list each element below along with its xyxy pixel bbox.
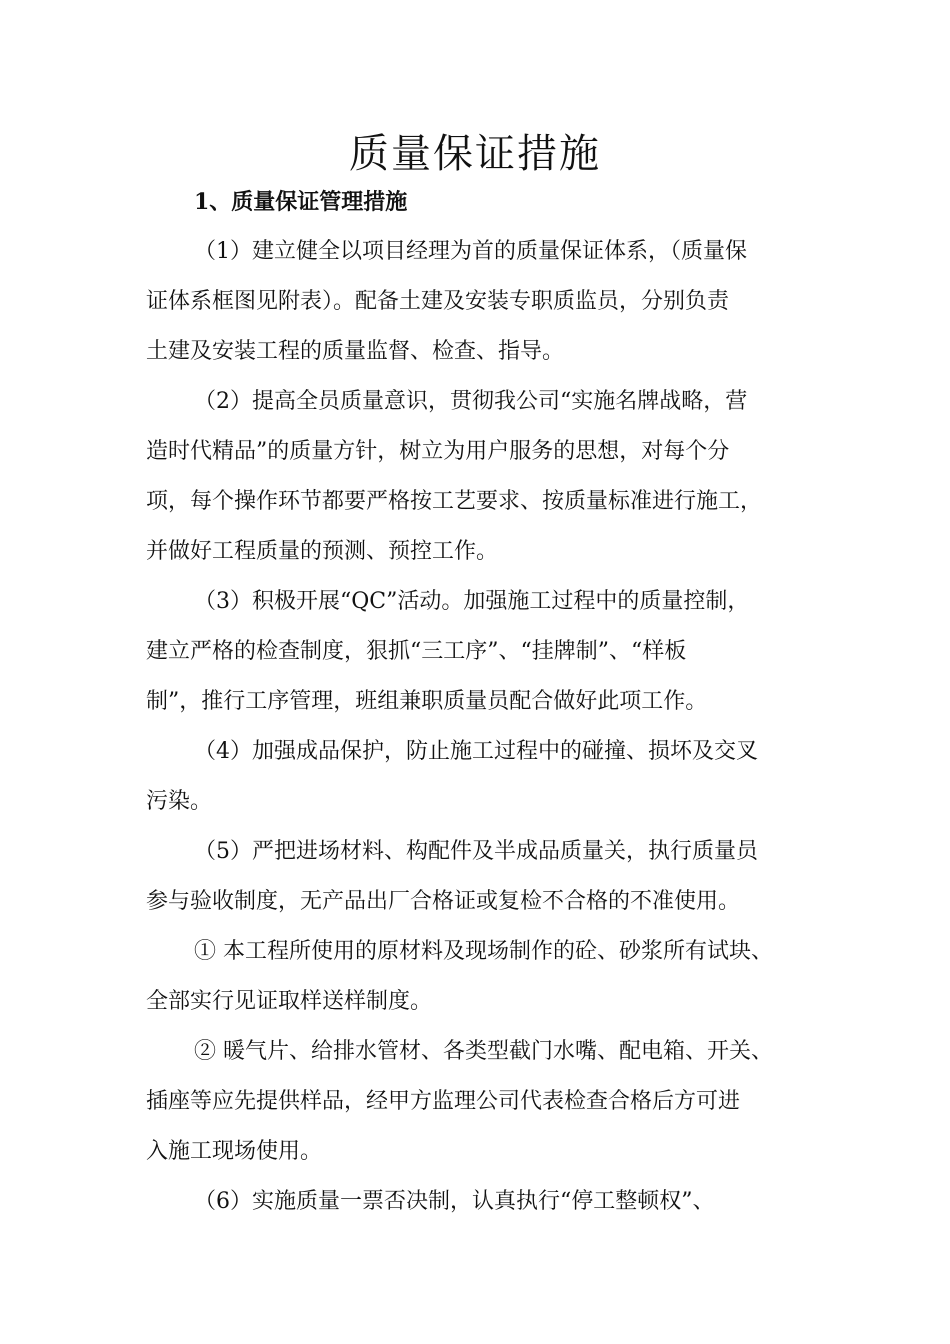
paragraph-line: 插座等应先提供样品，经甲方监理公司代表检查合格后方可进	[146, 1089, 741, 1114]
paragraph-line: 入施工现场使用。	[146, 1139, 323, 1164]
paragraph-line: 参与验收制度，无产品出厂合格证或复检不合格的不准使用。	[146, 889, 741, 914]
paragraph-line: （6）实施质量一票否决制，认真执行“停工整顿权”、	[194, 1189, 715, 1214]
paragraph-line: ① 本工程所使用的原材料及现场制作的砼、砂浆所有试块、	[194, 939, 773, 964]
paragraph-line: （1）建立健全以项目经理为首的质量保证体系，（质量保	[194, 239, 747, 264]
paragraph-line: ② 暖气片、给排水管材、各类型截门水嘴、配电箱、开关、	[194, 1039, 773, 1064]
paragraph-line: 全部实行见证取样送样制度。	[146, 989, 433, 1014]
paragraph-line: （3）积极开展“QC”活动。加强施工过程中的质量控制，	[194, 589, 750, 614]
paragraph-line: （2）提高全员质量意识，贯彻我公司“实施名牌战略，营	[194, 389, 748, 414]
paragraph-line: 证体系框图见附表）。配备土建及安装专职质监员，分别负责	[146, 289, 730, 314]
page-title: 质量保证措施	[349, 131, 601, 177]
section-heading: 1、质量保证管理措施	[194, 189, 408, 215]
paragraph-line: 制”，推行工序管理，班组兼职质量员配合做好此项工作。	[146, 689, 708, 714]
paragraph-line: 污染。	[146, 789, 213, 814]
paragraph-line: 建立严格的检查制度，狠抓“三工序”、“挂牌制”、“样板	[146, 639, 687, 664]
paragraph-line: 造时代精品”的质量方针，树立为用户服务的思想，对每个分	[146, 439, 730, 464]
paragraph-line: （5）严把进场材料、构配件及半成品质量关，执行质量员	[194, 839, 758, 864]
paragraph-line: 土建及安装工程的质量监督、检查、指导。	[146, 339, 565, 364]
paragraph-line: 并做好工程质量的预测、预控工作。	[146, 539, 499, 564]
paragraph-line: （4）加强成品保护，防止施工过程中的碰撞、损坏及交叉	[194, 739, 758, 764]
paragraph-line: 项，每个操作环节都要严格按工艺要求、按质量标准进行施工，	[146, 489, 763, 514]
